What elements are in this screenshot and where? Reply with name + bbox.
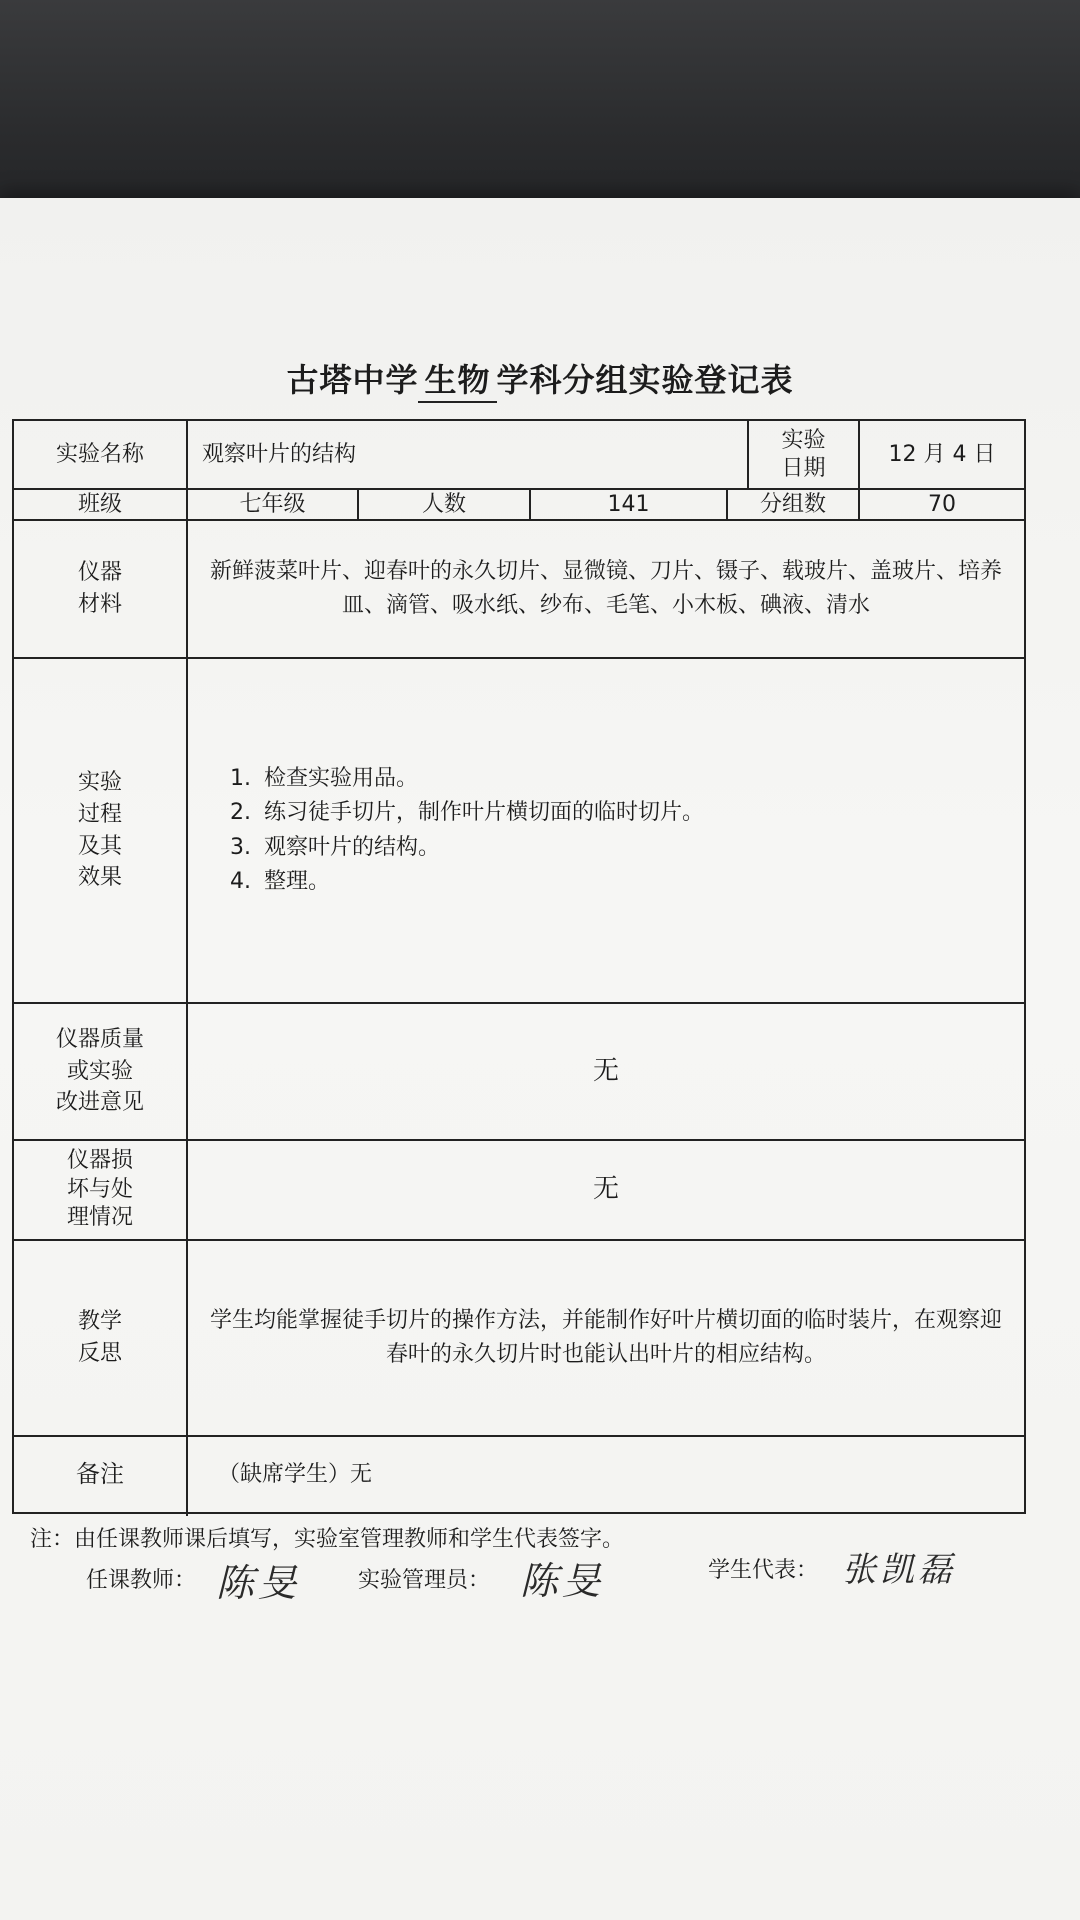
teacher-label: 任课教师： [86,1568,197,1593]
class-label: 班级 [77,491,122,517]
admin-label: 实验管理员： [358,1568,491,1593]
damage-label: 仪器损 坏与处 理情况 [66,1148,133,1231]
school-name: 古塔中学 [286,361,419,399]
damage-value: 无 [592,1174,619,1205]
class-value: 七年级 [239,491,306,517]
registration-table [12,419,1026,1514]
footer-note: 注：由任课教师课后填写，实验室管理教师和学生代表签字。 [30,1527,625,1552]
quality-value: 无 [592,1055,619,1086]
process-steps [218,762,704,898]
student-rep-signature: 张凯磊 [842,1550,956,1590]
admin-signature: 陈旻 [520,1559,605,1603]
reflection-value: 学生均能掌握徒手切片的操作方法，并能制作好叶片横切面的临时装片，在观察迎春叶的永久切片时也能认出叶片的相应结构。 [209,1307,1002,1367]
process-label: 实验 过程 及其 效果 [77,769,122,891]
materials-label: 仪器 材料 [77,560,122,617]
page-title [0,355,1080,403]
process-step: 1. 检查实验用品。 [258,762,704,796]
experiment-name-label: 实验名称 [55,441,144,467]
reflection-label: 教学 反思 [77,1309,122,1366]
student-count-label: 人数 [421,491,466,517]
group-count-label: 分组数 [759,491,826,517]
student-rep-label: 学生代表： [708,1558,819,1583]
process-step: 2. 练习徒手切片，制作叶片横切面的临时切片。 [258,796,704,830]
student-count-value: 141 [607,491,650,517]
teacher-signature: 陈旻 [216,1561,301,1605]
experiment-date-label: 实验 日期 [781,428,826,481]
group-count-value: 70 [928,491,956,517]
process-step: 3. 观察叶片的结构。 [258,831,704,865]
experiment-name-value: 观察叶片的结构 [202,441,357,467]
subject-name: 生物 [418,355,496,403]
materials-value: 新鲜菠菜叶片、迎春叶的永久切片、显微镜、刀片、镊子、载玻片、盖玻片、培养皿、滴管、吸水纸、纱布、毛笔、小木板、碘液、清水 [209,558,1002,618]
quality-label: 仪器质量 或实验 改进意见 [55,1026,144,1116]
background-surface [0,0,1080,230]
experiment-date-value: 12 月 4 日 [888,441,996,467]
remarks-value: （缺席学生）无 [218,1461,373,1487]
form-name: 学科分组实验登记表 [496,361,794,399]
process-value [188,659,1024,1002]
process-step: 4. 整理。 [258,865,704,899]
remarks-label: 备注 [76,1460,124,1489]
